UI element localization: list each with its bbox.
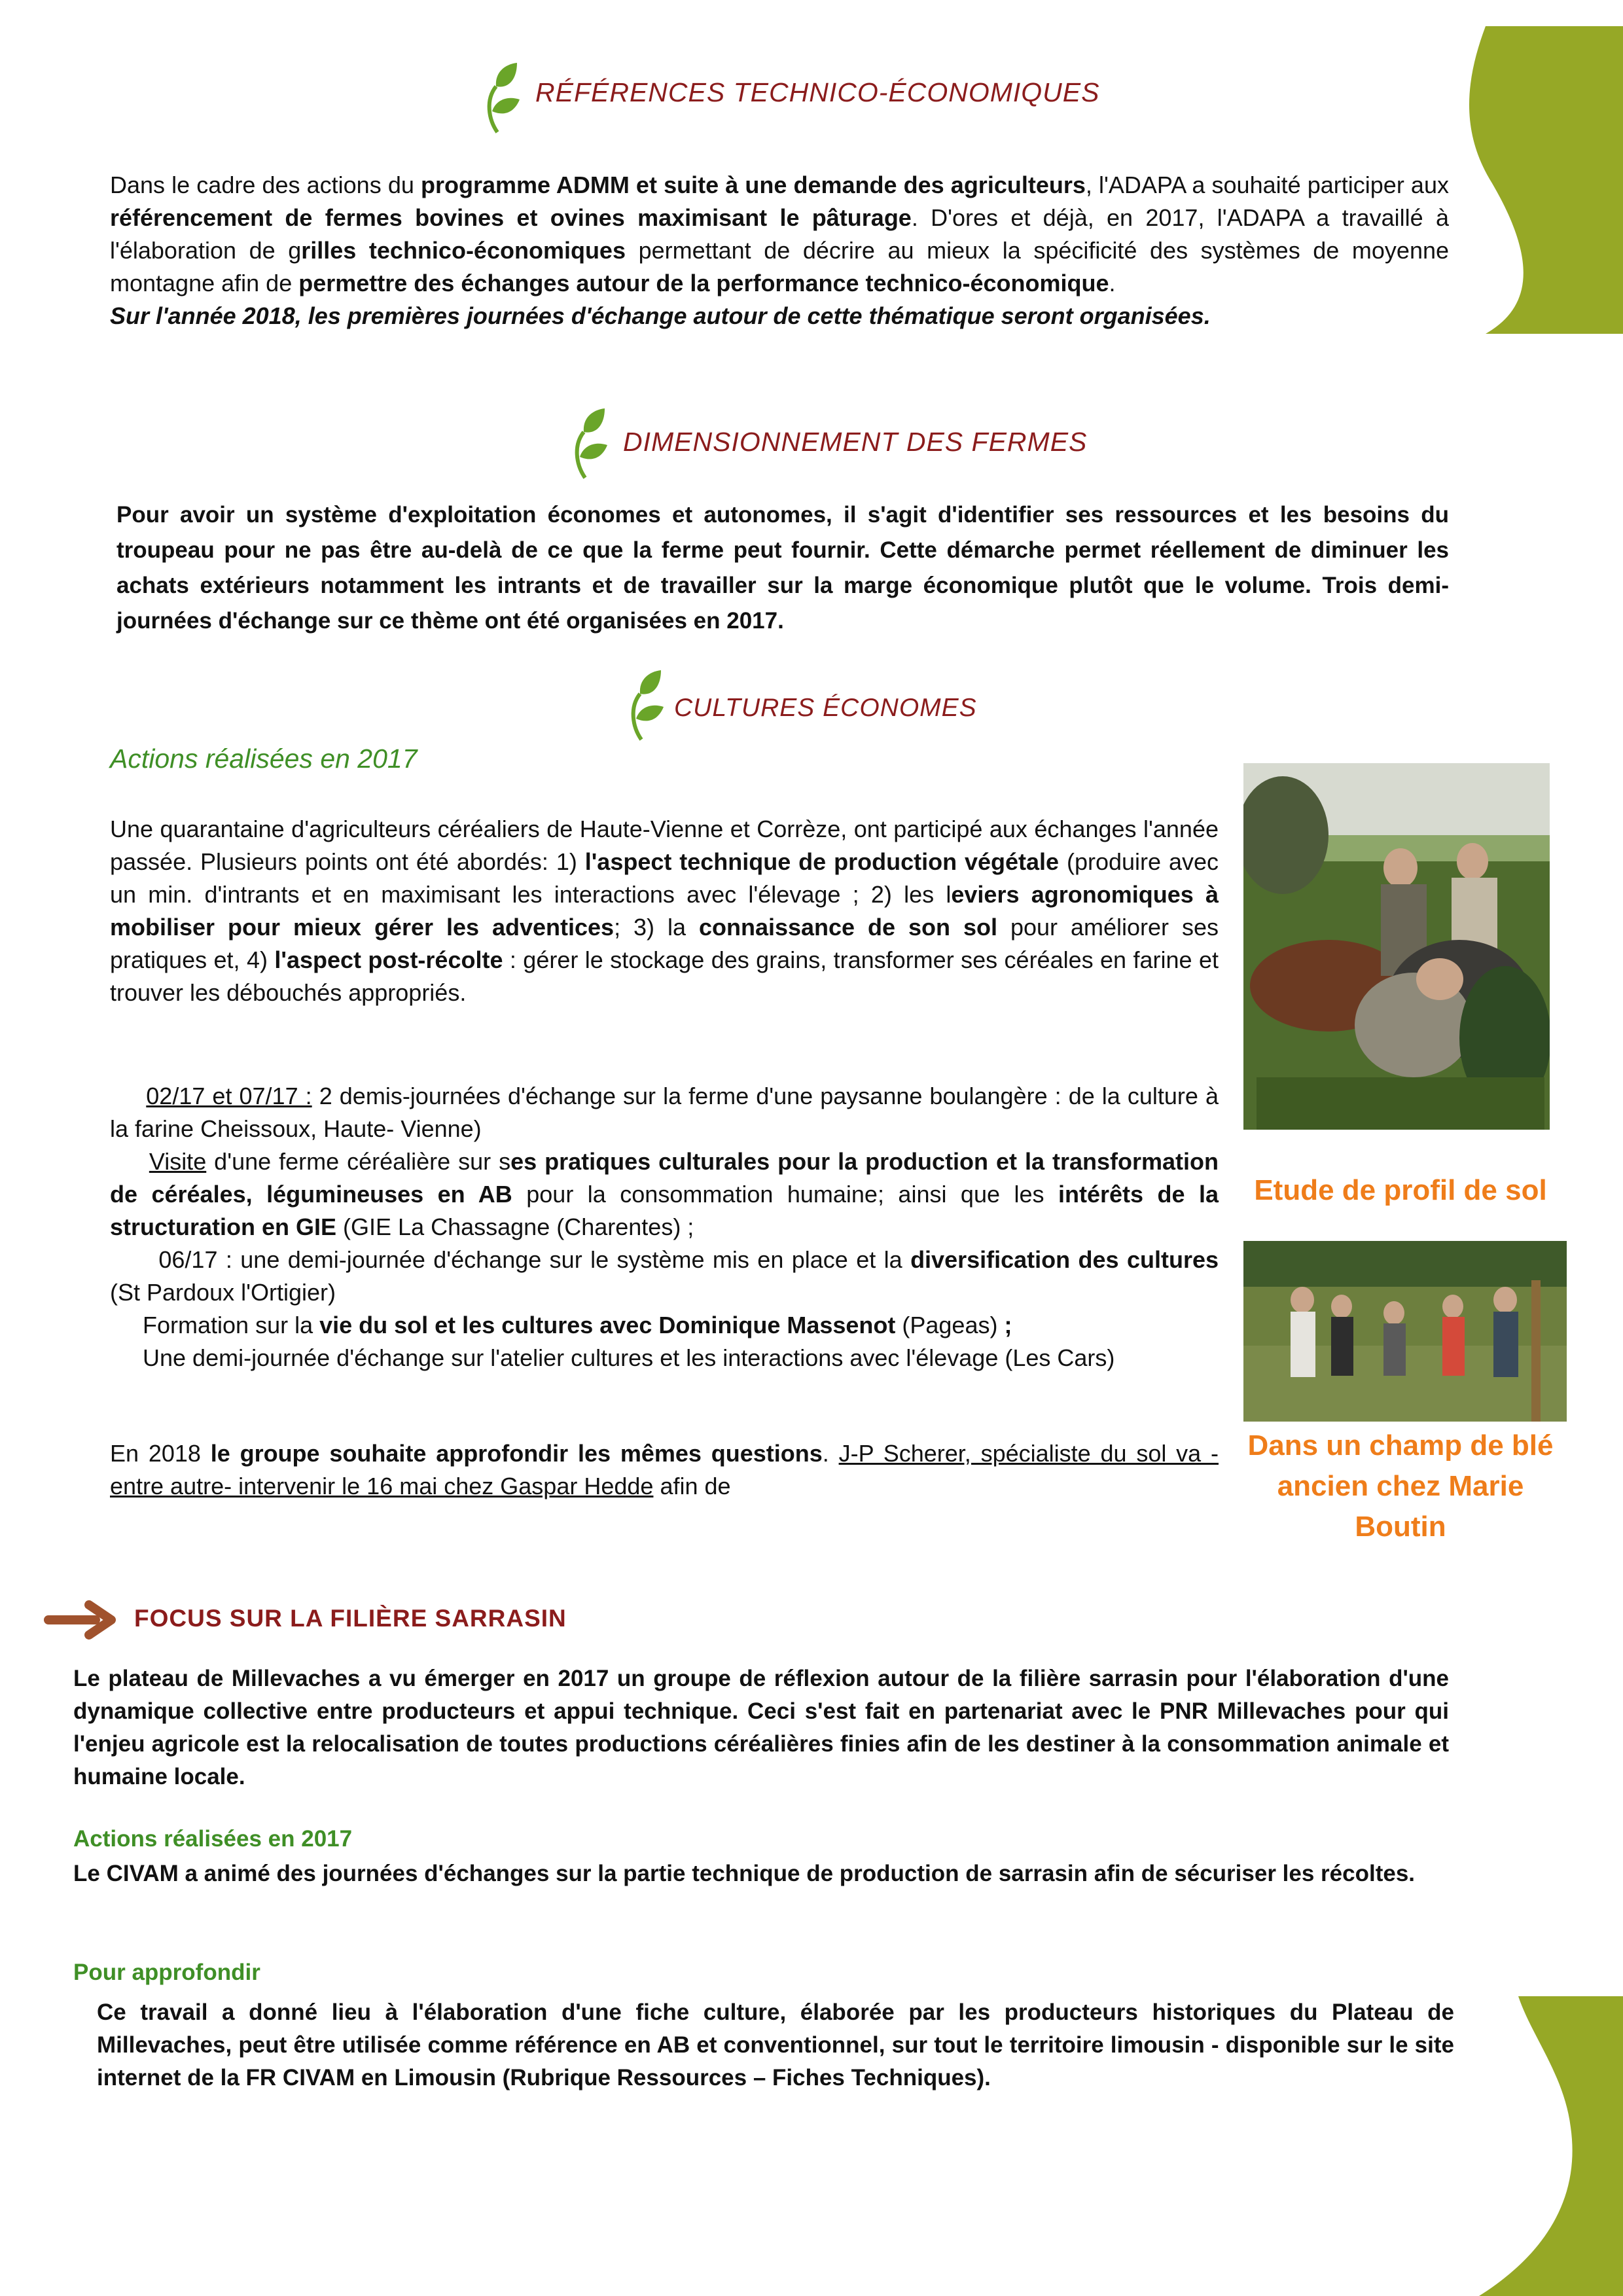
sarrasin-actions-text: Le CIVAM a animé des journées d'échanges sur la partie technique de production de sarrasin afin de sécuriser les récoltes. — [73, 1861, 1416, 1886]
sarrasin-deep-title: Pour approfondir — [73, 1960, 260, 1985]
action-item-3: 06/17 : une demi-journée d'échange sur le système mis en place et la diversification des cultures (St Pardoux l'Ortigier) — [110, 1246, 1219, 1306]
leaf-icon — [564, 406, 610, 484]
sarrasin-deep-text: Ce travail a donné lieu à l'élaboration d'une fiche culture, élaborée par les producteurs historiques du Plateau de Millevaches, peut être utilisée comme référence en AB et conventionnel, sur tout le territoire limousin - disponible sur le site internet de la FR CIVAM en Limousin (Rubrique Ressources – Fiches Techniques). — [97, 2000, 1454, 2090]
top-right-decoration — [1440, 0, 1623, 340]
dimensionnement-paragraph: Pour avoir un système d'exploitation économes et autonomes, il s'agit d'identifier ses ressources et les besoins du troupeau pour ne pas être au-delà de ce que la ferme peut fournir. Cette démarche permet réellement de diminuer les achats extérieurs notamment les intrants et de travailler sur la marge économique plutôt que le volume. Trois demi- journées d'échange sur ce thème ont été organisées en 2017. — [116, 502, 1449, 634]
caption-wheat-field: Dans un champ de blé ancien chez Marie Boutin — [1247, 1429, 1554, 1543]
cultures-subtitle: Actions réalisées en 2017 — [110, 744, 418, 774]
cultures-actions-list — [110, 1080, 1219, 1374]
section-title-dimensionnement: DIMENSIONNEMENT DES FERMES — [623, 427, 1088, 457]
leaf-icon — [620, 668, 666, 746]
action-item-1: 02/17 et 07/17 : 2 demis-journées d'échange sur la ferme d'une paysanne boulangère : de la culture à la farine Cheissoux, Haute- Vienne) — [110, 1083, 1219, 1142]
section-title-sarrasin: FOCUS SUR LA FILIÈRE SARRASIN — [134, 1605, 567, 1632]
sarrasin-intro: Le plateau de Millevaches a vu émerger en 2017 un groupe de réflexion autour de la filière sarrasin pour l'élaboration d'une dynamique collective entre producteurs et appui technique. Ceci s'est fait en partenariat avec le PNR Millevaches pour qui l'enjeu agricole est la relocalisation de toutes productions céréalières finies afin de les destiner à la consommation animale et humaine locale. — [73, 1666, 1449, 1789]
cultures-paragraph-1: Une quarantaine d'agriculteurs céréaliers de Haute-Vienne et Corrèze, ont participé aux échanges l'année passée. Plusieurs points ont été abordés: 1) l'aspect technique de production végétale (produire avec un min. d'intrants et en maximisant les interactions avec l'élevage ; 2) les leviers agronomiques à mobiliser pour mieux gérer les adventices; 3) la connaissance de son sol pour améliorer ses pratiques et, 4) l'aspect post-récolte : gérer le stockage des grains, transformer ses céréales en farine et trouver les débouchés appropriés. — [110, 816, 1219, 1006]
photo-soil-profile — [1243, 763, 1550, 1130]
action-item-4: Formation sur la vie du sol et les cultures avec Dominique Massenot (Pageas) ; — [143, 1312, 1012, 1338]
action-item-2: Visite d'une ferme céréalière sur ses pratiques culturales pour la production et la transformation de céréales, légumineuses en AB pour la consommation humaine; ainsi que les intérêts de la structuration en GIE (GIE La Chassagne (Charentes) ; — [110, 1148, 1219, 1240]
section-title-references: RÉFÉRENCES TECHNICO-ÉCONOMIQUES — [535, 77, 1100, 107]
section-title-cultures: CULTURES ÉCONOMES — [674, 694, 977, 722]
references-paragraph: Dans le cadre des actions du programme ADMM et suite à une demande des agriculteurs, l'ADAPA a souhaité participer aux référencement de fermes bovines et ovines maximisant le pâturage. D'ores et déjà, en 2017, l'ADAPA a travaillé à l'élaboration de grilles technico-économiques permettant de décrire au mieux la spécificité des systèmes de moyenne montagne afin de permettre des échanges autour de la performance technico-économique. Sur l'année 2018, les premières journées d'échange autour de cette thématique seront organisées. — [110, 171, 1450, 329]
leaf-icon — [476, 60, 522, 139]
arrow-right-icon — [43, 1597, 120, 1643]
photo-wheat-field — [1243, 1241, 1567, 1422]
caption-soil-profile: Etude de profil de sol — [1254, 1174, 1547, 1206]
bottom-right-decoration — [1479, 1983, 1623, 2296]
sarrasin-actions-title: Actions réalisées en 2017 — [73, 1826, 353, 1852]
cultures-paragraph-2018: En 2018 le groupe souhaite approfondir les mêmes questions. J-P Scherer, spécialiste du sol va -entre autre- intervenir le 16 mai chez Gaspar Hedde afin de — [110, 1440, 1219, 1499]
action-item-5: Une demi-journée d'échange sur l'atelier cultures et les interactions avec l'élevage (Les Cars) — [143, 1344, 1115, 1371]
references-2018-note: Sur l'année 2018, les premières journées d'échange autour de cette thématique seront organisées. — [110, 302, 1211, 329]
